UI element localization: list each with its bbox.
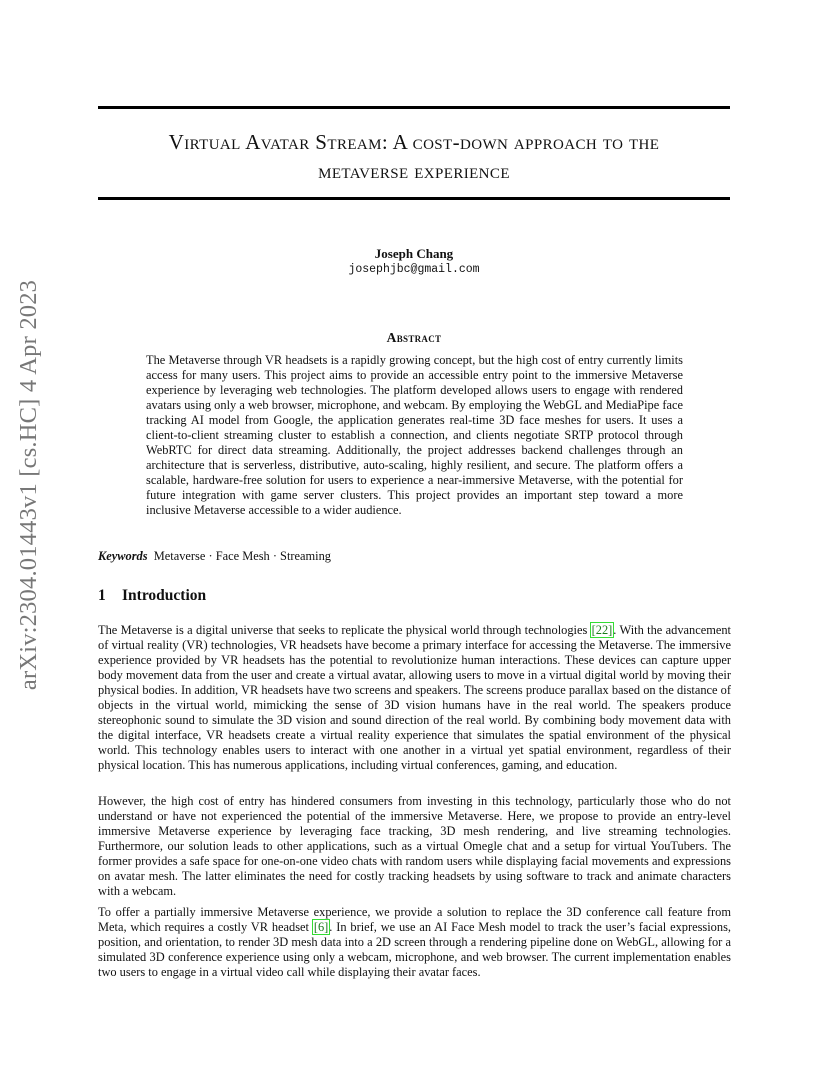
section-number: 1 xyxy=(98,587,106,604)
paragraph-1-text-a: The Metaverse is a digital universe that seeks to replicate the physical world through technologies xyxy=(98,623,591,637)
intro-paragraph-3 xyxy=(98,905,731,980)
paragraph-3-text-a: To offer a partially immersive Metaverse experience, we provide a solution to replace the 3D conference call feature from Meta, which requires a costly VR headset xyxy=(98,905,731,934)
arxiv-identifier xyxy=(14,279,44,691)
intro-paragraph-1 xyxy=(98,623,731,773)
citation-link-6[interactable]: [6] xyxy=(313,919,329,934)
title-rule-bottom xyxy=(98,197,730,200)
author-block xyxy=(98,246,730,278)
paper-title xyxy=(98,128,730,186)
intro-paragraph-2: However, the high cost of entry has hindered consumers from investing in this technology, particularly those who do not understand or have not experienced the potential of the immersive Metaverse. Here, we propose to provide an entry-level immersive Metaverse experience by leveraging face tracking, 3D mesh rendering, and live streaming technologies. Furthermore, our solution leads to other applications, such as a virtual Omegle chat and a setup for virtual YouTubers. The former provides a safe space for one-on-one video chats with random users while displaying facial movements and expressions on avatar mesh. The latter eliminates the need for costly tracking headsets by using software to track and animate characters with a webcam. xyxy=(98,794,731,898)
paragraph-3-text-b: . In brief, we use an AI Face Mesh model to track the user’s facial expressions, position, and orientation, to render 3D mesh data into a 2D screen through a rendering pipeline done on WebGL, allowing for a simulated 3D conference experience using only a webcam, microphone, and web browser. The current implementation enables two users to engage in a virtual video call while displaying their avatar faces. xyxy=(98,919,731,979)
keywords-text: Metaverse · Face Mesh · Streaming xyxy=(153,549,331,563)
section-title: Introduction xyxy=(122,587,207,604)
author-email: josephjbc@gmail.com xyxy=(348,263,480,276)
author-name: Joseph Chang xyxy=(374,246,454,261)
keywords-line xyxy=(98,548,730,564)
abstract-text: The Metaverse through VR headsets is a rapidly growing concept, but the high cost of entry currently limits access for many users. This project aims to provide an accessible entry point to the immersive Metaverse experience by leveraging web technologies. The platform developed allows users to engage with rendered avatars using only a web browser, microphone, and webcam. By employing the WebGL and MediaPipe face tracking AI model from Google, the application generates real-time 3D face meshes for users. It uses a client-to-client streaming cluster to establish a connection, and clients negotiate SRTP protocol through WebRTC for direct data streaming. Additionally, the project addresses backend challenges through an architecture that is serverless, distributive, auto-scaling, highly resilient, and secure. The platform offers a scalable, hardware-free solution for users to experience a near-immersive Metaverse, with the potential for future integration with game server clusters. This project provides an important step toward a more inclusive Metaverse accessible to a wider audience. xyxy=(146,353,683,517)
abstract-heading: Abstract xyxy=(386,330,442,345)
paper-title-line-1: Virtual Avatar Stream: A cost-down approach to the xyxy=(168,130,660,154)
citation-link-22[interactable]: [22] xyxy=(591,623,613,637)
arxiv-identifier-text: arXiv:2304.01443v1 [cs.HC] 4 Apr 2023 xyxy=(15,279,42,691)
paper-title-line-2: metaverse experience xyxy=(318,159,510,183)
keywords-label: Keywords xyxy=(98,549,148,563)
title-rule-top xyxy=(98,106,730,109)
paragraph-1-text-b: . With the advancement of virtual reality (VR) technologies, VR headsets have become a primary interface for accessing the Metaverse. The immersive experience provided by VR headsets has the potential to revolutionize human interactions. These devices can capture upper body movement data from the user and create a virtual avatar, allowing users to move in a virtual digital world by moving their physical bodies. In addition, VR headsets have two screens and speakers. The screens produce parallax based on the distance of objects in the virtual world, mimicking the sense of 3D vision humans have in the real world. The speakers produce stereophonic sound to simulate the 3D vision and sound direction of the real world. By combining body movement data with the digital interface, VR headsets create a virtual reality experience that simulates the spatial environment of the physical world. This technology enables users to interact with one another in a virtual yet spatial environment, regardless of their physical location. This has numerous applications, including virtual conferences, gaming, and education. xyxy=(98,623,731,772)
section-heading xyxy=(98,587,206,605)
